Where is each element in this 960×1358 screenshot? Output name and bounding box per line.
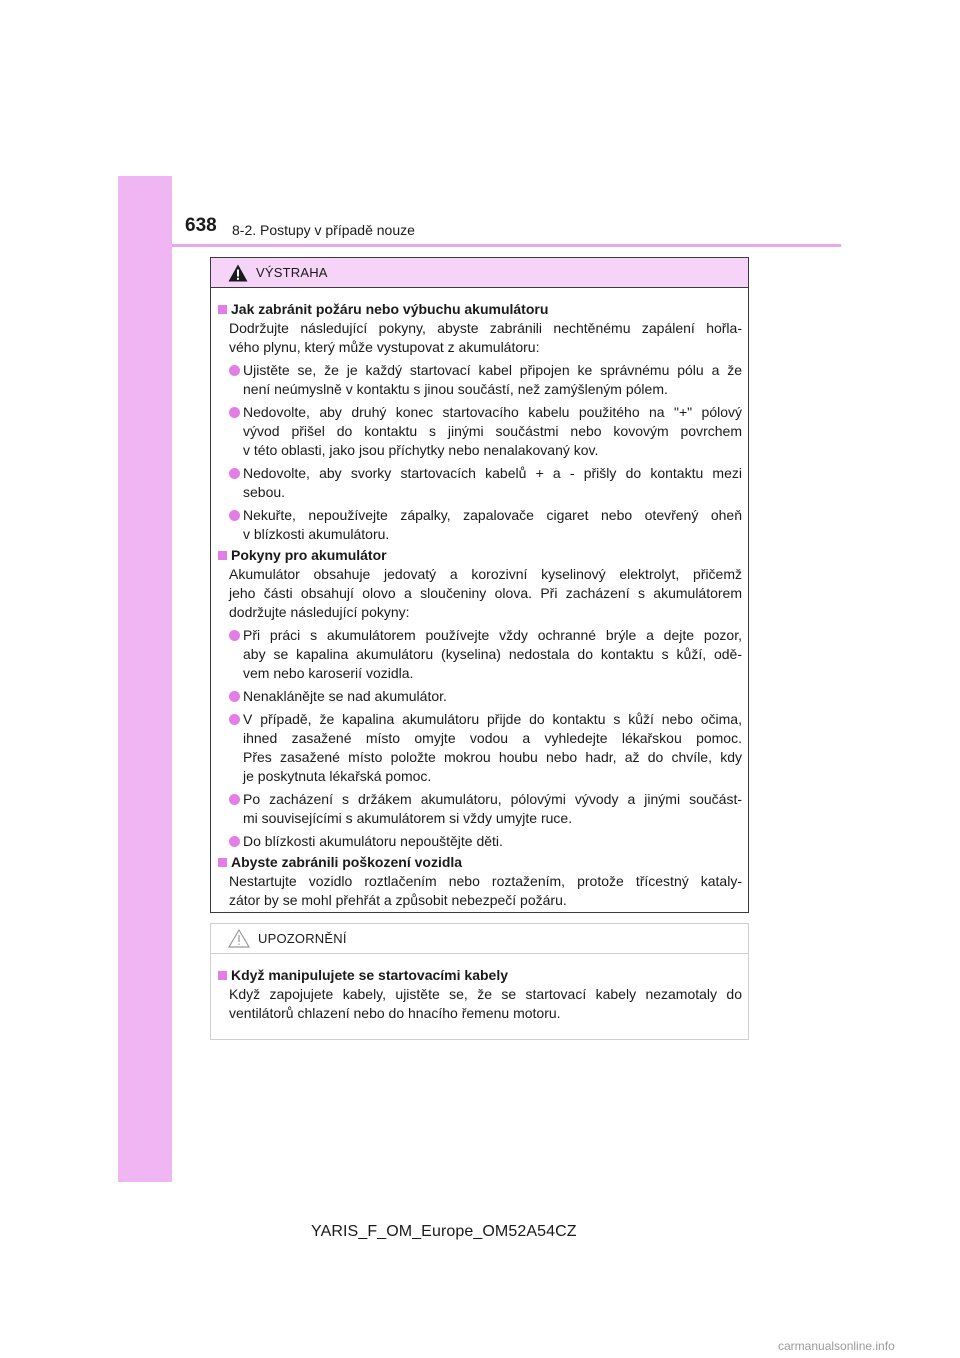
caution-box <box>210 923 749 1040</box>
round-bullet-icon <box>229 468 240 479</box>
text-line: vého plynu, který může vystupovat z akumulátoru: <box>229 339 540 355</box>
text-line: Přes zasažené místo položte mokrou houbu nebo hadr, až do chvíle, kdy <box>243 749 742 765</box>
caution-label: UPOZORNĚNÍ <box>258 931 347 946</box>
text-line: vývod přišel do kontaktu s jinými součástmi nebo kovovým povrchem <box>243 423 742 439</box>
text-line: aby se kapalina akumulátoru (kyselina) nedostala do kontaktu s kůží, odě‑ <box>243 646 742 662</box>
text-line: vem nebo karoserií vozidla. <box>243 665 414 681</box>
text-line: Akumulátor obsahuje jedovatý a korozivní kyselinový elektrolyt, přičemž <box>229 566 742 582</box>
bullet-item <box>229 790 742 828</box>
bullet-item <box>229 403 742 460</box>
text-line: Do blízkosti akumulátoru nepouštějte děti. <box>243 833 503 849</box>
text-line: Nedovolte, aby svorky startovacích kabelů + a - přišly do kontaktu mezi <box>243 465 742 481</box>
caution-box-header <box>211 924 748 954</box>
bullet-text <box>243 506 742 544</box>
text-line: dodržujte následující pokyny: <box>229 604 410 620</box>
text-line: V případě, že kapalina akumulátoru přijde do kontaktu s kůží nebo očima, <box>243 711 742 727</box>
section-heading <box>218 853 742 872</box>
section-heading-text: Když manipulujete se startovacími kabely <box>231 967 508 983</box>
bullet-item <box>229 626 742 683</box>
text-line: Nenaklánějte se nad akumulátor. <box>243 688 447 704</box>
bullet-text <box>243 832 742 851</box>
text-line: není neúmyslně v kontaktu s jinou součástí, než zamýšleným pólem. <box>243 381 668 397</box>
bullet-item <box>229 361 742 399</box>
bullet-text <box>243 403 742 460</box>
text-line: v této oblasti, jako jsou příchytky nebo nenalakovaný kov. <box>243 442 599 458</box>
round-bullet-icon <box>229 714 240 725</box>
document-code: YARIS_F_OM_Europe_OM52A54CZ <box>311 1223 577 1240</box>
text-line: ihned zasažené místo omyjte vodou a vyhledejte lékařskou pomoc. <box>243 730 742 746</box>
section-title: 8-2. Postupy v případě nouze <box>232 222 415 238</box>
square-bullet-icon <box>218 858 227 867</box>
section-paragraph <box>229 319 742 357</box>
section-paragraph <box>229 565 742 622</box>
page-number: 638 <box>185 215 217 236</box>
bullet-item <box>229 687 742 706</box>
caution-box-body <box>211 954 748 1023</box>
text-line: jeho části obsahují olovo a sloučeniny olova. Při zacházení s akumulátorem <box>229 585 742 601</box>
text-line: Dodržujte následující pokyny, abyste zabránili nechtěnému zapálení hořla- <box>229 320 742 336</box>
bullet-item <box>229 710 742 786</box>
square-bullet-icon <box>218 971 227 980</box>
section-heading-text: Jak zabránit požáru nebo výbuchu akumulátoru <box>231 301 549 317</box>
warning-triangle-outline-icon <box>228 929 250 948</box>
bullet-text <box>243 626 742 683</box>
section-heading <box>218 966 742 985</box>
bullet-text <box>243 710 742 786</box>
text-line: Nestartujte vozidlo roztlačením nebo roztažením, protože třícestný kataly- <box>229 873 742 889</box>
section-heading <box>218 300 742 319</box>
section-heading-text: Pokyny pro akumulátor <box>231 547 387 563</box>
bullet-text <box>243 790 742 828</box>
warning-label: VÝSTRAHA <box>256 265 328 280</box>
section-paragraph <box>229 985 742 1023</box>
bullet-item <box>229 832 742 851</box>
text-line: zátor by se mohl přehřát a způsobit nebezpečí požáru. <box>229 892 567 908</box>
bullet-item <box>229 464 742 502</box>
bullet-text <box>243 464 742 502</box>
round-bullet-icon <box>229 836 240 847</box>
warning-triangle-filled-icon <box>228 264 248 282</box>
warning-box <box>210 257 749 913</box>
warning-box-header <box>211 258 748 288</box>
section-paragraph <box>229 872 742 910</box>
text-line: Po zacházení s držákem akumulátoru, pólovými vývody a jinými součást- <box>243 791 742 807</box>
bullet-item <box>229 506 742 544</box>
section-heading-text: Abyste zabránili poškození vozidla <box>231 854 463 870</box>
chapter-side-band <box>118 176 172 1182</box>
warning-box-body <box>211 288 748 910</box>
watermark: carmanualsonline.info <box>778 1339 895 1353</box>
square-bullet-icon <box>218 305 227 314</box>
round-bullet-icon <box>229 794 240 805</box>
text-line: Při práci s akumulátorem používejte vždy ochranné brýle a dejte pozor, <box>243 627 742 643</box>
text-line: Nedovolte, aby druhý konec startovacího kabelu použitého na "+" pólový <box>243 404 742 420</box>
text-line: Ujistěte se, že je každý startovací kabel připojen ke správnému pólu a že <box>243 362 742 378</box>
bullet-text <box>243 361 742 399</box>
section-heading <box>218 546 742 565</box>
round-bullet-icon <box>229 407 240 418</box>
text-line: Když zapojujete kabely, ujistěte se, že se startovací kabely nezamotaly do <box>229 986 742 1002</box>
text-line: sebou. <box>243 484 286 500</box>
round-bullet-icon <box>229 510 240 521</box>
round-bullet-icon <box>229 365 240 376</box>
square-bullet-icon <box>218 551 227 560</box>
header-divider <box>172 244 841 247</box>
bullet-text <box>243 687 742 706</box>
text-line: mi souvisejícími s akumulátorem si vždy umyjte ruce. <box>243 810 573 826</box>
text-line: ventilátorů chlazení nebo do hnacího řemenu motoru. <box>229 1005 561 1021</box>
text-line: v blízkosti akumulátoru. <box>243 526 390 542</box>
round-bullet-icon <box>229 691 240 702</box>
round-bullet-icon <box>229 630 240 641</box>
text-line: Nekuřte, nepoužívejte zápalky, zapalovače cigaret nebo otevřený oheň <box>243 507 742 523</box>
text-line: je poskytnuta lékařská pomoc. <box>243 768 432 784</box>
